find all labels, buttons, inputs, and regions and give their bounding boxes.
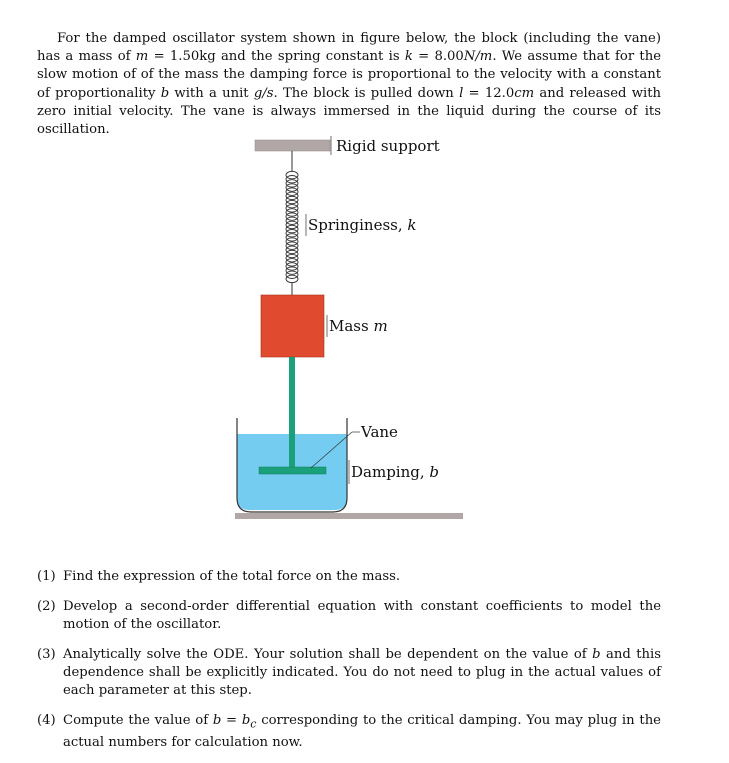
damping-label: Damping, b (351, 463, 440, 481)
question-1: (1) Find the expression of the total force on the mass. (37, 569, 401, 584)
question-3: (3) Analytically solve the ODE. Your solution shall be dependent on the value of b and this dependence shall be explicitly indicated. You do not need to plug in the actual values of each parameter at this step. (37, 646, 662, 699)
springiness-label: Springiness, k (308, 216, 417, 234)
mass-label: Mass m (329, 317, 388, 335)
question-4: (4) Compute the value of $b = b_c$ corresponding to the critical damping. You may plug in the actual numbers for calculation now. (37, 712, 661, 750)
vane-label: Vane (361, 423, 398, 441)
problem-statement: For the damped oscillator system shown in figure below, the block (including the vane) has a mass of m = 1.50kg and the spring constant is k = 8.00N/m. We assume that for the slow motion of of the mass the damping force is proportional to the velocity with a constant of proportionality b with a unit g/s. The block is pulled down l = 12.0cm and released with zero initial velocity. The vane is always immersed in the liquid during the course of its oscillation. (37, 31, 662, 138)
spring-coil (286, 171, 298, 282)
question-list (37, 568, 661, 763)
rigid-support-label: Rigid support (336, 137, 440, 155)
floor-bar (235, 513, 463, 519)
vane-rod (289, 357, 295, 468)
mass-block (261, 295, 324, 357)
vane-plate (259, 467, 326, 474)
question-2: (2) Develop a second-order differential equation with constant coefficients to model the motion of the oscillator. (37, 598, 661, 632)
rigid-support-bar (255, 140, 330, 151)
